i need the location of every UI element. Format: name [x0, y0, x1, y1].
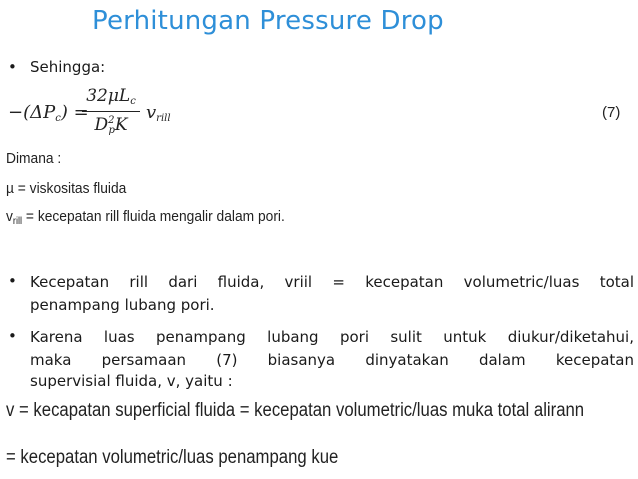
bullet-1-line1: Kecepatan rill dari fluida, vriil = kecepatan volumetric/luas total: [30, 273, 634, 291]
equation-rhs: [146, 102, 171, 124]
definition-vrill-symbol: v: [6, 208, 13, 225]
equation-rhs-sub: rill: [156, 113, 171, 124]
bullet-1-line2: penampang lubang pori.: [30, 296, 215, 314]
intro-bullet-text: Sehingga:: [30, 58, 106, 76]
equation-lhs-main: −(ΔP: [8, 102, 56, 123]
fraction-bar: [82, 111, 140, 112]
equation-number: (7): [602, 104, 621, 121]
equation-denominator-main: D: [94, 115, 109, 135]
equation-denominator-sub: p: [108, 125, 115, 136]
bullet-dot-icon: •: [8, 327, 17, 345]
definition-vrill: [6, 208, 285, 227]
equation-denominator-sup: 2: [108, 115, 115, 126]
equation-rhs-main: v: [146, 102, 157, 123]
formula-line-1: v = kecapatan superficial fluida = kecepatan volumetric/luas muka total alirann: [6, 400, 585, 421]
equation-numerator: [82, 86, 140, 107]
formula-line-2: = kecepatan volumetric/luas penampang kue: [6, 447, 339, 468]
equation-numerator-sub: c: [130, 96, 136, 107]
definition-mu: µ = viskositas fluida: [6, 180, 127, 197]
definitions-heading: Dimana :: [6, 150, 62, 167]
slide-title: Perhitungan Pressure Drop: [92, 6, 444, 36]
equation-lhs: [8, 102, 89, 124]
bullet-2-line1: Karena luas penampang lubang pori sulit untuk diukur/diketahui,: [30, 328, 634, 346]
equation-lhs-sub: c: [55, 113, 61, 124]
definition-vrill-sub: rill: [12, 216, 23, 227]
definition-vrill-text: = kecepatan rill fluida mengalir dalam pori.: [22, 208, 285, 225]
equation-denominator-tail: K: [114, 115, 128, 135]
pressure-drop-equation: [8, 86, 628, 144]
equation-denominator: [82, 115, 140, 136]
bullet-2-line3: supervisial fluida, v, yaitu :: [30, 372, 233, 390]
bullet-dot-icon: •: [8, 58, 17, 76]
equation-lhs-close: ) =: [60, 102, 89, 123]
bullet-2-line2: maka persamaan (7) biasanya dinyatakan dalam kecepatan: [30, 351, 634, 369]
bullet-dot-icon: •: [8, 272, 17, 290]
equation-numerator-main: 32μL: [86, 86, 131, 106]
